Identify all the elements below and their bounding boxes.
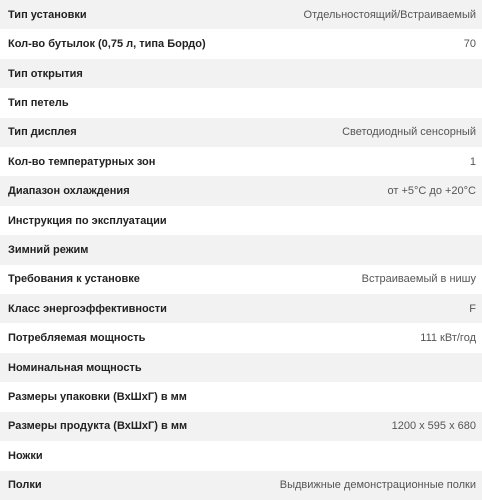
spec-row-legs <box>0 441 482 470</box>
spec-label: Потребляемая мощность <box>8 332 146 345</box>
spec-row-temperature-zones <box>0 147 482 176</box>
spec-value: F <box>469 302 476 315</box>
spec-row-rated-power <box>0 353 482 382</box>
spec-row-installation-requirements <box>0 265 482 294</box>
spec-label: Кол-во температурных зон <box>8 155 156 168</box>
spec-value: 70 <box>463 38 476 51</box>
spec-row-display-type <box>0 118 482 147</box>
spec-label: Ножки <box>8 449 43 462</box>
spec-label: Зимний режим <box>8 243 89 256</box>
spec-label: Диапазон охлаждения <box>8 185 130 198</box>
spec-label: Инструкция по эксплуатации <box>8 214 167 227</box>
spec-label: Требования к установке <box>8 273 140 286</box>
spec-row-energy-class <box>0 294 482 323</box>
spec-label: Тип установки <box>8 8 87 21</box>
spec-row-installation-type <box>0 0 482 29</box>
spec-label: Тип открытия <box>8 67 83 80</box>
spec-value: 1 <box>469 155 476 168</box>
spec-row-hinge-type <box>0 88 482 117</box>
spec-label: Номинальная мощность <box>8 361 142 374</box>
spec-row-shelves <box>0 471 482 500</box>
spec-label: Тип петель <box>8 96 69 109</box>
spec-row-package-dimensions <box>0 382 482 411</box>
spec-label: Кол-во бутылок (0,75 л, типа Бордо) <box>8 38 206 51</box>
spec-row-cooling-range <box>0 176 482 205</box>
spec-value: Отдельностоящий/Встраиваемый <box>303 8 476 21</box>
spec-row-user-manual <box>0 206 482 235</box>
spec-label: Полки <box>8 479 42 492</box>
spec-row-power-consumption <box>0 323 482 352</box>
spec-row-winter-mode <box>0 235 482 264</box>
spec-value: Встраиваемый в нишу <box>361 273 476 286</box>
spec-value: 1200 x 595 x 680 <box>391 420 476 433</box>
spec-value: от +5°C до +20°C <box>387 185 476 198</box>
spec-row-bottle-count <box>0 29 482 58</box>
spec-label: Класс энергоэффективности <box>8 302 167 315</box>
spec-row-product-dimensions <box>0 412 482 441</box>
spec-value: Выдвижные демонстрационные полки <box>279 479 476 492</box>
spec-row-opening-type <box>0 59 482 88</box>
spec-value: 111 кВт/год <box>420 332 476 345</box>
spec-value: Светодиодный сенсорный <box>342 126 476 139</box>
spec-label: Размеры продукта (ВхШхГ) в мм <box>8 420 188 433</box>
spec-label: Тип дисплея <box>8 126 77 139</box>
spec-label: Размеры упаковки (ВхШхГ) в мм <box>8 390 187 403</box>
